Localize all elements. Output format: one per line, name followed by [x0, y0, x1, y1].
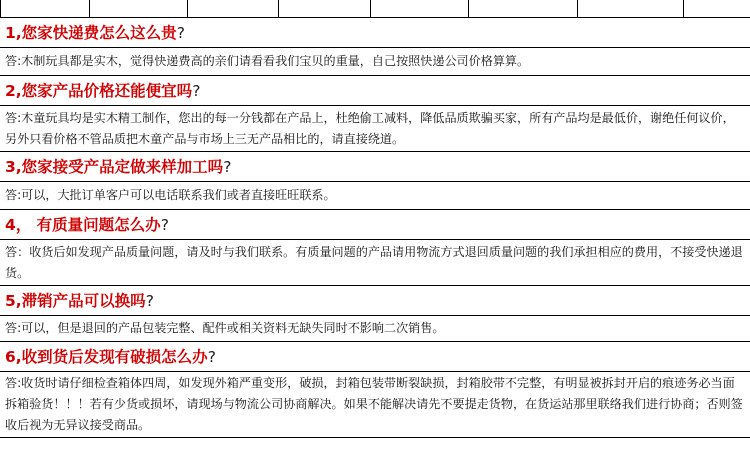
- faq-question: 6,收到货后发现有破损怎么办?: [5, 347, 216, 366]
- faq-answer-row: [0, 48, 750, 76]
- faq-answer: 答:木制玩具都是实木，觉得快递费高的亲们请看看我们宝贝的重量，自己按照快递公司价格算算。: [5, 54, 530, 68]
- top-strip-cell: [89, 0, 188, 17]
- top-strip-cell: [278, 0, 371, 17]
- top-strip-cell: [683, 0, 750, 17]
- faq-question-row: [0, 18, 750, 48]
- faq-answer: 答:可以，但是退回的产品包装完整、配件或相关资料无缺失同时不影响二次销售。: [5, 321, 445, 335]
- faq-question: 1,您家快递费怎么这么贵?: [5, 23, 185, 42]
- faq-answer: 答:木童玩具均是实木精工制作，您出的每一分钱都在产品上，杜绝偷工减料，降低品质欺骗买家，所有产品均是最低价，谢绝任何议价，另外只看价格不管品质把木童产品与市场上三无产品相比的，请直接绕道。: [5, 110, 735, 146]
- top-strip-cell: [370, 0, 469, 17]
- top-strip-cell: [0, 0, 90, 17]
- faq-question: 3,您家接受产品定做来样加工吗?: [5, 157, 232, 176]
- faq-answer-row: [0, 316, 750, 342]
- faq-question-row: [0, 286, 750, 316]
- top-strip-cell: [577, 0, 684, 17]
- faq-table: [0, 18, 750, 438]
- top-strip-cell: [468, 0, 578, 17]
- faq-answer: 答：收货后如发现产品质量问题，请及时与我们联系。有质量问题的产品请用物流方式退回质量问题的我们承担相应的费用，不接受快递退货。: [5, 244, 743, 280]
- faq-question: 2,您家产品价格还能便宜吗?: [5, 81, 201, 100]
- faq-question: 5,滞销产品可以换吗?: [5, 291, 154, 310]
- faq-answer-row: [0, 240, 750, 286]
- faq-answer: 答:收货时请仔细检查箱体四周，如发现外箱严重变形，破损，封箱包装带断裂缺损，封箱胶带不完整，有明显被拆封开启的痕迹务必当面拆箱验货！！！若有少货或损坏，请现场与物流公司协商解决。如果不能解决请先不要提走货物，在货运站那里联络我们进行协商；否则签收后视为无异议接受商品。: [5, 376, 743, 432]
- faq-question: 4， 有质量问题怎么办?: [5, 215, 169, 234]
- faq-question-row: [0, 76, 750, 106]
- faq-answer-row: [0, 372, 750, 438]
- faq-answer-row: [0, 106, 750, 152]
- top-table-strip: [0, 0, 750, 18]
- faq-question-row: [0, 210, 750, 240]
- faq-answer: 答:可以，大批订单客户可以电话联系我们或者直接旺旺联系。: [5, 188, 336, 202]
- faq-question-row: [0, 152, 750, 182]
- faq-answer-row: [0, 182, 750, 210]
- faq-question-row: [0, 342, 750, 372]
- top-strip-cell: [187, 0, 279, 17]
